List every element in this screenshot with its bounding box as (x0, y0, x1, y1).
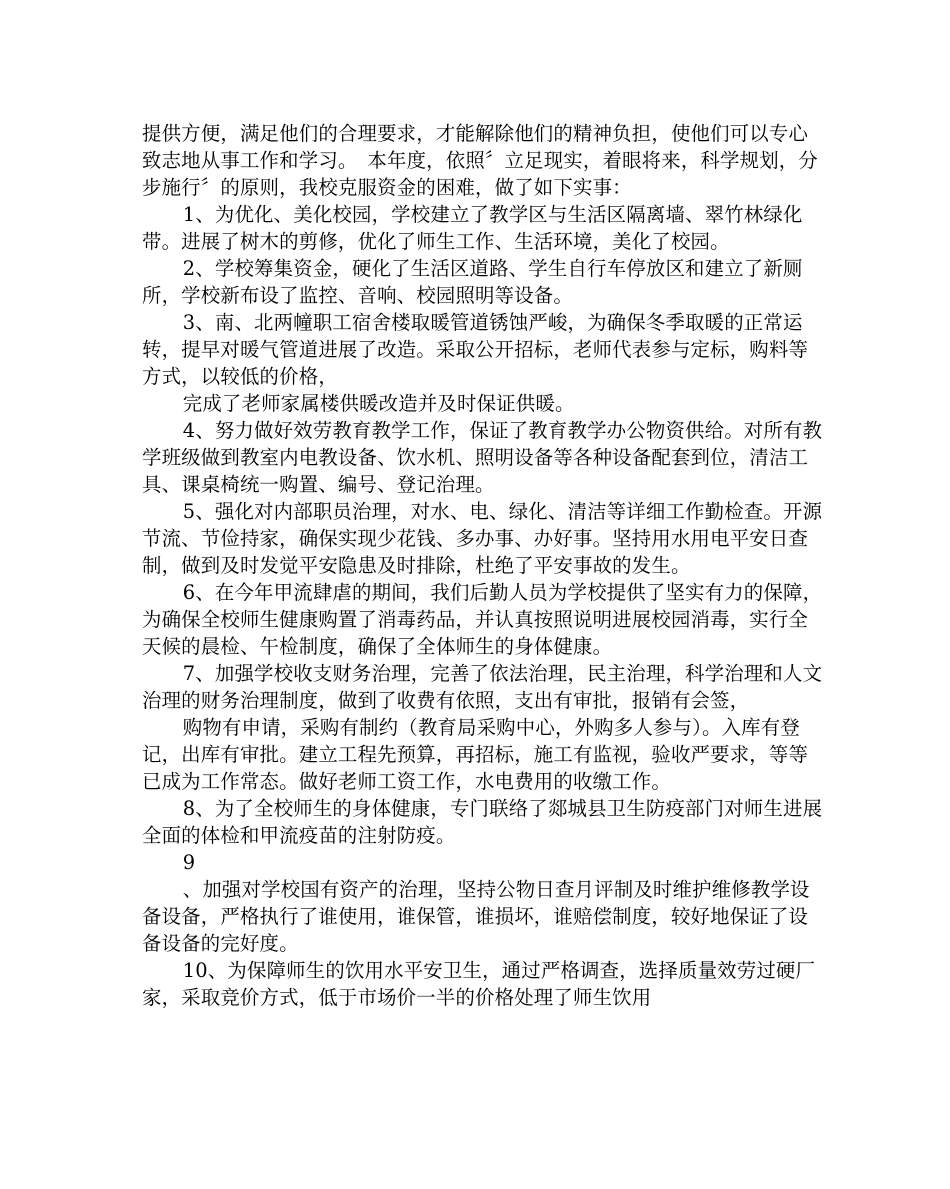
paragraph-item-9-number: 9 (182, 851, 196, 874)
paragraph-item-8: 8、为了全校师生的身体健康，专门联络了郯城县卫生防疫部门对师生进展全面的体检和甲流疫苗的注射防疫。 (142, 797, 823, 847)
paragraph-item-5: 5、强化对内部职员治理，对水、电、绿化、清洁等详细工作勤检查。开源节流、节俭持家，确保实现少花钱、多办事、办好事。坚持用水用电平安日查制，做到及时发觉平安隐患及时排除，杜绝了平安事故的发生。 (142, 500, 823, 577)
paragraph-item-9: 、加强对学校国有资产的治理，坚持公物日查月评制及时维护维修教学设备设备，严格执行了谁使用，谁保管，谁损坏，谁赔偿制度，较好地保证了设备设备的完好度。 (142, 878, 810, 955)
paragraph-item-3: 3、南、北两幢职工宿舍楼取暖管道锈蚀严峻，为确保冬季取暖的正常运转，提早对暖气管道进展了改造。采取公开招标，老师代表参与定标，购料等方式，以较低的价格， (142, 311, 809, 388)
paragraph-item-10: 10、为保障师生的饮用水平安卫生，通过严格调查，选择质量效劳过硬厂家，采取竞价方式，低于市场价一半的价格处理了师生饮用 (142, 959, 816, 1009)
paragraph-item-7-continued: 购物有申请，采购有制约（教育局采购中心，外购多人参与）。入库有登记，出库有审批。建立工程先预算，再招标，施工有监视，验收严要求，等等已成为工作常态。做好老师工资工作，水电费用的收缴工作。 (142, 716, 809, 793)
paragraph-item-2: 2、学校筹集资金，硬化了生活区道路、学生自行车停放区和建立了新厕所，学校新布设了监控、音响、校园照明等设备。 (142, 257, 803, 307)
paragraph-item-1: 1、为优化、美化校园，学校建立了教学区与生活区隔离墙、翠竹林绿化带。进展了树木的剪修，优化了师生工作、生活环境，美化了校园。 (142, 203, 803, 253)
paragraph-item-6: 6、在今年甲流肆虐的期间，我们后勤人员为学校提供了坚实有力的保障，为确保全校师生健康购置了消毒药品，并认真按照说明进展校园消毒，实行全天候的晨检、午检制度，确保了全体师生的身体健康。 (142, 581, 823, 658)
document-body (142, 120, 826, 1011)
paragraph-item-4: 4、努力做好效劳教育教学工作，保证了教育教学办公物资供给。对所有教学班级做到教室内电教设备、饮水机、照明设备等各种设备配套到位，清洁工具、课桌椅统一购置、编号、登记治理。 (142, 419, 823, 496)
paragraph-intro: 提供方便，满足他们的合理要求，才能解除他们的精神负担，使他们可以专心致志地从事工作和学习。 本年度，依照〞立足现实，着眼将来，科学规划，分步施行〞的原则，我校克服资金的困难，做了如下实事： (142, 122, 818, 199)
paragraph-item-7: 7、加强学校收支财务治理，完善了依法治理，民主治理，科学治理和人文治理的财务治理制度，做到了收费有依照，支出有审批，报销有会签， (142, 662, 823, 712)
paragraph-item-3-continued: 完成了老师家属楼供暖改造并及时保证供暖。 (182, 392, 575, 415)
